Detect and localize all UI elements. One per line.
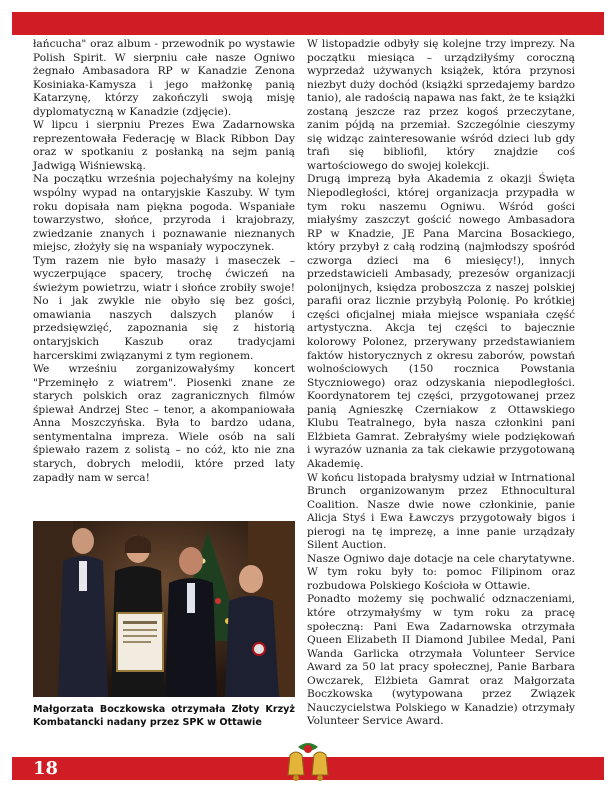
paragraph: W listopadzie odbyły się kolejne trzy imprezy. Na początku miesiąca – urządziłyśmy coroczną wyprzedaż używanych książek, która przynosi niezbyt duży dochód (książki sprzedajemy bardzo tanio), ale radością napawa nas fakt, że te książki zostaną jeszcze raz przez kogoś przeczytane, zanim pójdą na przemiał. Szczególnie cieszymy się widząc zainteresowanie wśród dzieci lub gdy trafi się bibliofil, który znajdzie coś wartościowego do swojej kolekcji. xyxy=(307,38,575,172)
paragraph: We wrześniu zorganizowałyśmy koncert "Przeminęło z wiatrem". Piosenki znane ze starych polskich oraz zagranicznych filmów śpiewał Andrzej Stec – tenor, a akompaniowała Anna Moszczyńska. Była to bardzo udana, sentymentalna impreza. Wiele osób na sali śpiewało razem z solistą – no cóż, kto nie zna starych, dobrych melodii, które przed laty zapadły nam w serca! xyxy=(33,363,295,484)
award-photo xyxy=(33,521,295,697)
paragraph: W końcu listopada brałysmy udział w Intrnational Brunch organizowanym przez Ethnocultural Coalition. Nasze dwie nowe członkinie, panie Alicja Styś i Ewa Ławczys przygotowały bigos i pierogi na tę imprezę, a inne panie urządzały Silent Auction. xyxy=(307,471,575,552)
paragraph: Tym razem nie było masaży i maseczek – wyczerpujące spacery, trochę ćwiczeń na świeżym powietrzu, wiatr i słońce zrobiły swoje! No i jak zwykle nie obyło się bez gości, omawiania naszych dalszych planów i przedsięwzięć, zapoznania się z historią ontaryjskich Kaszub oraz tradycjami harcerskimi związanymi z tym regionem. xyxy=(33,254,295,362)
christmas-bells-icon xyxy=(276,741,340,789)
top-red-bar xyxy=(12,12,604,35)
left-text-column xyxy=(33,38,295,485)
paragraph: Na początku września pojechałyśmy na kolejny wspólny wypad na ontaryjskie Kaszuby. W tym roku dopisała nam piękna pogoda. Wspaniałe towarzystwo, słońce, przyroda i krajobrazy, zwiedzanie znanych i poznawanie nieznanych miejsc, złożyły się na wspaniały wypoczynek. xyxy=(33,173,295,254)
page-number: 18 xyxy=(33,758,59,779)
right-text-column xyxy=(307,38,575,729)
paragraph: W lipcu i sierpniu Prezes Ewa Zadarnowska reprezentowała Federację w Black Ribbon Day oraz w spotkaniu z posłanką na sejm panią Jadwigą Wiśniewską. xyxy=(33,119,295,172)
paragraph: Ponadto możemy się pochwalić odznaczeniami, które otrzymałyśmy w tym roku za pracę społeczną: Pani Ewa Zadarnowska otrzymała Queen Elizabeth II Diamond Jubilee Medal, Pani Wanda Garlicka otrzymała Volunteer Service Award za 50 lat pracy społecznej, Panie Barbara Owczarek, Elżbieta Gamrat oraz Małgorzata Boczkowska (wytypowana przez Związek Nauczycielstwa Polskiego w Kanadzie) otrzymały Volunteer Service Award. xyxy=(307,593,575,728)
paragraph: łańcucha" oraz album - przewodnik po wystawie Polish Spirit. W sierpniu całe nasze Ogniwo żegnało Ambasadora RP w Kanadzie Zenona Kosiniaka-Kamysza i jego małżonkę panią Katarzynę, którzy zakończyli swoją misję dyplomatyczną w Kanadzie (zdjęcie). xyxy=(33,38,295,118)
paragraph: Drugą imprezą była Akademia z okazji Święta Niepodległości, której organizacja przypadła w tym roku naszemu Ogniwu. Wśród gości miałyśmy zaszczyt gościć nowego Ambasadora RP w Knadzie, JE Pana Marcina Bosackiego, który przybył z całą rodziną (najmłodszy spośród czworga dzieci ma 6 miesięcy!), innych przedstawicieli Ambasady, prezesów organizacji polonijnych, księdza proboszcza z naszej polskiej parafii oraz licznie przybyłą Polonię. Po krótkiej części oficjalnej miała miejsce wspaniała część artystyczna. Akcja tej części to bajecznie kolorowy Polonez, przerywany przedstawianiem faktów historycznych z okresu zaborów, powstań wolnościowych (150 rocznica Powstania Styczniowego) oraz odzyskania niepodległości. Koordynatorem tej części, przygotowanej przez panią Agnieszkę Czerniakow z Ottawskiego Klubu Teatralnego, była nasza członkini pani Elżbieta Gamrat. Zebrałyśmy wiele podziękowań i wyrazów uznania za tak ciekawie przygotowaną Akademię. xyxy=(307,173,575,470)
paragraph: Nasze Ogniwo daje dotacje na cele charytatywne. W tym roku były to: pomoc Filipinom oraz rozbudowa Polskiego Kościoła w Ottawie. xyxy=(307,552,575,592)
photo-caption: Małgorzata Boczkowska otrzymała Złoty Krzyż Kombatancki nadany przez SPK w Ottawie xyxy=(33,704,295,728)
